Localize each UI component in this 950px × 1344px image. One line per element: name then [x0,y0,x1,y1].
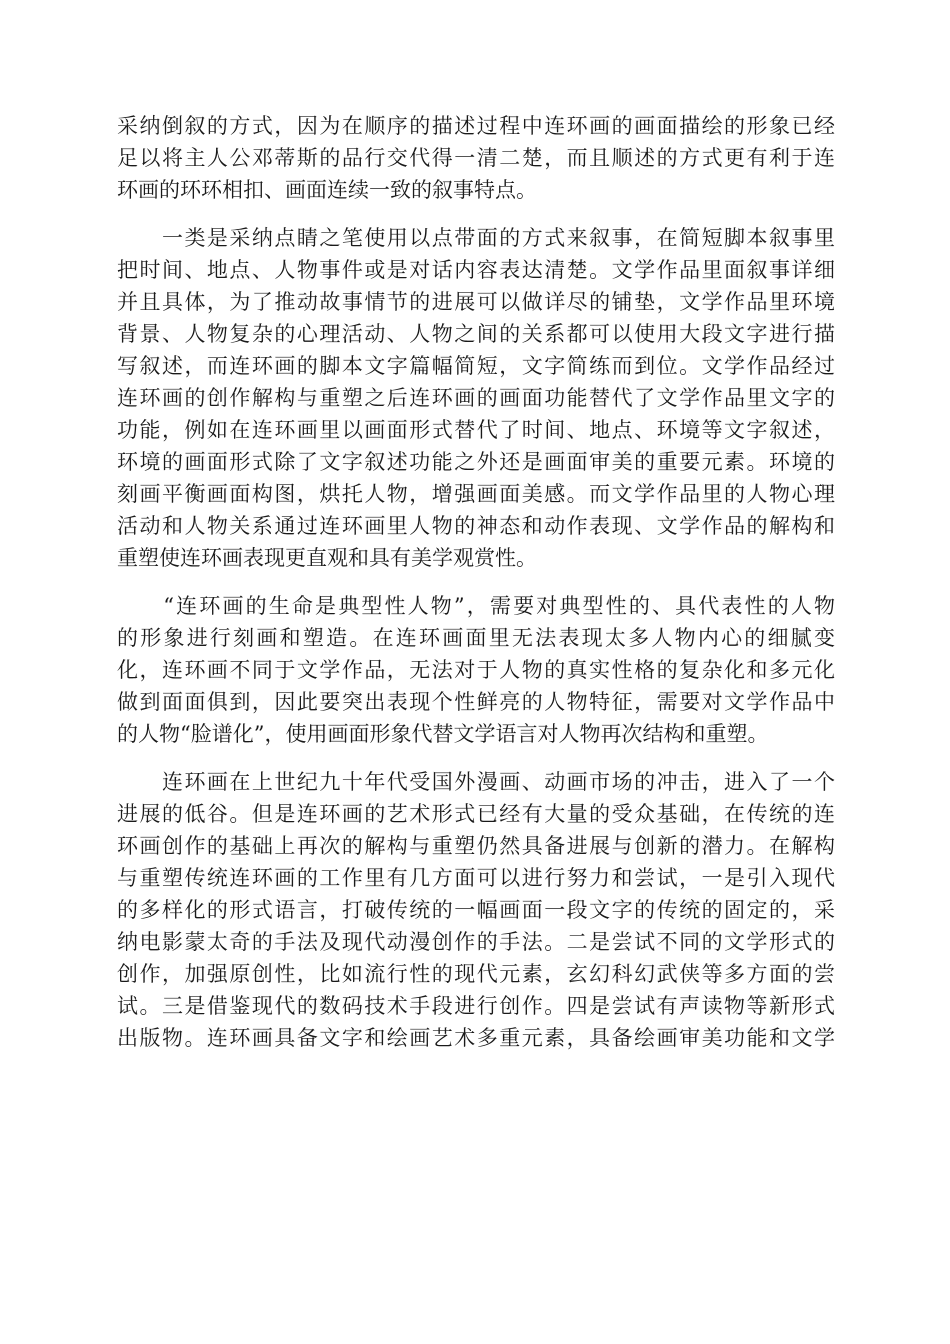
text-line: 背景、人物复杂的心理活动、人物之间的关系都可以使用大段文字进行描 [117,322,835,346]
text-line: 连环画在上世纪九十年代受国外漫画、动画市场的冲击，进入了一个 [117,770,835,794]
text-line: 把时间、地点、人物事件或是对话内容表达清楚。文学作品里面叙事详细 [117,258,835,282]
text-line: 进展的低谷。但是连环画的艺术形式已经有大量的受众基础，在传统的连 [117,802,835,826]
paragraph-3 [117,590,835,750]
text-line: 环画创作的基础上再次的解构与重塑仍然具备进展与创新的潜力。在解构 [117,834,835,858]
text-line: 环画的环环相扣、画面连续一致的叙事特点。 [117,178,537,202]
text-line: 环境的画面形式除了文字叙述功能之外还是画面审美的重要元素。环境的 [117,450,835,474]
text-line: 试。三是借鉴现代的数码技术手段进行创作。四是尝试有声读物等新形式 [117,994,835,1018]
text-line: 的多样化的形式语言，打破传统的一幅画面一段文字的传统的固定的，采 [117,898,835,922]
text-line: 刻画平衡画面构图，烘托人物，增强画面美感。而文学作品里的人物心理 [117,482,835,506]
text-line: 连环画的创作解构与重塑之后连环画的画面功能替代了文学作品里文字的 [117,386,835,410]
text-line: 创作，加强原创性，比如流行性的现代元素，玄幻科幻武侠等多方面的尝 [117,962,835,986]
paragraph-gap [117,574,835,590]
text-line: 写叙述，而连环画的脚本文字篇幅简短，文字简练而到位。文学作品经过 [117,354,835,378]
text-line: 的形象进行刻画和塑造。在连环画面里无法表现太多人物内心的细腻变 [117,626,835,650]
paragraph-gap [117,750,835,766]
text-line: 纳电影蒙太奇的手法及现代动漫创作的手法。二是尝试不同的文学形式的 [117,930,835,954]
text-line: 一类是采纳点睛之笔使用以点带面的方式来叙事，在简短脚本叙事里 [117,226,835,250]
text-line: 出版物。连环画具备文字和绘画艺术多重元素，具备绘画审美功能和文学 [117,1026,835,1050]
text-line: 采纳倒叙的方式，因为在顺序的描述过程中连环画的画面描绘的形象已经 [117,114,835,138]
text-line: “连环画的生命是典型性人物”，需要对典型性的、具代表性的人物 [117,594,835,618]
paragraph-4 [117,766,835,1054]
paragraph-2 [117,222,835,574]
paragraph-1 [117,110,835,206]
text-line: 化，连环画不同于文学作品，无法对于人物的真实性格的复杂化和多元化 [117,658,835,682]
document-page [117,110,835,1054]
paragraph-gap [117,206,835,222]
text-line: 重塑使连环画表现更直观和具有美学观赏性。 [117,546,537,570]
text-line: 活动和人物关系通过连环画里人物的神态和动作表现、文学作品的解构和 [117,514,835,538]
text-line: 足以将主人公邓蒂斯的品行交代得一清二楚，而且顺述的方式更有利于连 [117,146,835,170]
text-line: 功能，例如在连环画里以画面形式替代了时间、地点、环境等文字叙述， [117,418,835,442]
text-line: 的人物“脸谱化”，使用画面形象代替文学语言对人物再次结构和重塑。 [117,722,769,746]
text-line: 与重塑传统连环画的工作里有几方面可以进行努力和尝试，一是引入现代 [117,866,835,890]
text-line: 做到面面俱到，因此要突出表现个性鲜亮的人物特征，需要对文学作品中 [117,690,835,714]
text-line: 并且具体，为了推动故事情节的进展可以做详尽的铺垫，文学作品里环境 [117,290,835,314]
